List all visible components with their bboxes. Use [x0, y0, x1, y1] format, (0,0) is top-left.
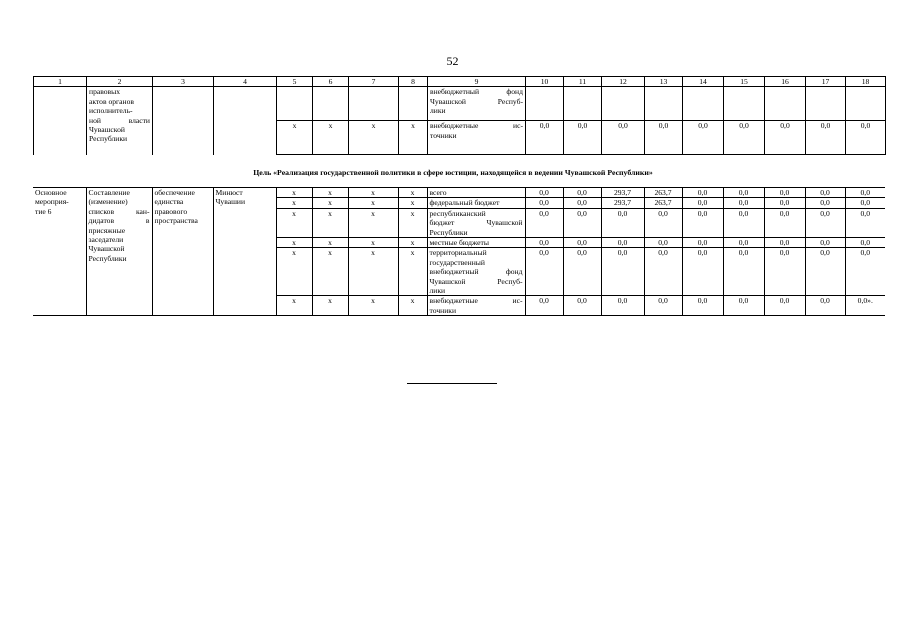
cell-text-line: пространства: [154, 216, 198, 226]
header-cell: 17: [806, 77, 846, 87]
header-cell: 10: [526, 77, 564, 87]
page-number: 52: [446, 54, 459, 68]
table-cell: 0,0: [682, 296, 723, 316]
table-cell: 0,0: [764, 208, 805, 237]
cell-text-line: Республики: [88, 253, 127, 263]
cell-text-line: внебюджетный фонд: [430, 87, 523, 97]
cell-text-line: присяжные: [88, 225, 126, 235]
table-cell: x: [398, 188, 427, 198]
empty-cell: [564, 87, 602, 121]
header-cell: 4: [214, 77, 277, 87]
table-cell: 0,0: [845, 188, 885, 198]
table-cell: x: [276, 198, 312, 208]
table-cell: x: [398, 238, 427, 248]
table-cell: 0,0: [563, 208, 601, 237]
funding-source-cell: [428, 121, 526, 155]
table-cell: 0,0: [644, 208, 682, 237]
table-cell: 0,0: [525, 238, 563, 248]
table-cell: 0,0: [526, 121, 564, 155]
empty-cell: [602, 87, 645, 121]
funding-source-cell: [427, 296, 525, 316]
cell-text-line: Чувашской: [89, 125, 125, 135]
cell-text-line: внебюджетные ис-: [430, 121, 523, 131]
cell-text-line: Чувашии: [215, 197, 246, 207]
table-cell: x: [312, 296, 348, 316]
cell-text-line: Чувашской Респуб-: [429, 276, 523, 286]
table-cell: x: [348, 188, 398, 198]
empty-cell: [846, 87, 886, 121]
cont-col1-cell: [34, 87, 87, 155]
table-cell: x: [349, 121, 399, 155]
cell-text-line: точники: [429, 305, 457, 315]
header-cell: 13: [645, 77, 683, 87]
table-cell: 0,0: [764, 198, 805, 208]
empty-cell: [399, 87, 428, 121]
funding-source-cell: [427, 208, 525, 237]
table-cell: 0,0: [845, 208, 885, 237]
table-cell: x: [348, 238, 398, 248]
cell-text-line: списков кан-: [88, 206, 150, 216]
empty-cell: [313, 87, 349, 121]
measure-executor-cell: [213, 188, 276, 316]
end-divider: [407, 383, 497, 384]
table-cell: 0,0: [602, 121, 645, 155]
table-cell: 0,0: [563, 238, 601, 248]
header-cell: 2: [87, 77, 153, 87]
cont-col2-cell: [87, 87, 153, 155]
table-cell: x: [277, 121, 313, 155]
table-cell: 0,0: [764, 238, 805, 248]
cell-text-line: Составление: [88, 188, 130, 197]
cell-text-line: тие 6: [35, 206, 52, 216]
cont-col3-cell: [153, 87, 214, 155]
cell-text-line: обеспечение: [154, 188, 195, 197]
table-cell: 0,0: [805, 296, 845, 316]
empty-cell: [683, 87, 724, 121]
empty-cell: [806, 87, 846, 121]
header-cell: 12: [602, 77, 645, 87]
budget-table-measure: [33, 187, 885, 316]
table-cell: 0,0: [765, 121, 806, 155]
table-cell: 0,0: [723, 198, 764, 208]
table-cell: 0,0: [525, 198, 563, 208]
table-cell: 0,0: [525, 248, 563, 296]
cell-text-line: актов органов: [89, 96, 134, 106]
funding-source-cell: местные бюджеты: [427, 238, 525, 248]
funding-source-cell: [428, 87, 526, 121]
table-cell: x: [312, 248, 348, 296]
goal-heading: Цель «Реализация государственной политики в сфере юстиции, находящейся в ведении Чувашской Республики»: [253, 168, 653, 177]
table-cell: 0,0: [846, 121, 886, 155]
table-cell: 263,7: [644, 188, 682, 198]
table-cell: 0,0: [682, 238, 723, 248]
cell-text-line: Чувашской: [88, 244, 125, 254]
table-cell: 0,0: [645, 121, 683, 155]
empty-cell: [645, 87, 683, 121]
table-cell: x: [398, 296, 427, 316]
table-cell: x: [348, 198, 398, 208]
cell-text-line: внебюджетный фонд: [429, 267, 523, 277]
table-cell: 0,0: [724, 121, 765, 155]
cell-text-line: внебюджетные ис-: [429, 296, 523, 306]
header-cell: 9: [428, 77, 526, 87]
table-cell: 0,0: [845, 238, 885, 248]
header-cell: 8: [399, 77, 428, 87]
table-cell: 0,0: [601, 238, 644, 248]
cell-text-line: Основное: [35, 188, 67, 197]
table-cell: x: [312, 208, 348, 237]
table-cell: 293,7: [601, 188, 644, 198]
table-cell: 0,0: [644, 248, 682, 296]
header-row: [34, 77, 886, 87]
cell-text-line: Республики: [89, 134, 128, 144]
funding-source-cell: федеральный бюджет: [427, 198, 525, 208]
header-cell: 3: [153, 77, 214, 87]
table-cell: x: [312, 238, 348, 248]
table-cell: 0,0: [525, 208, 563, 237]
empty-cell: [765, 87, 806, 121]
cell-text-line: правовых: [89, 87, 121, 97]
table-cell: x: [398, 248, 427, 296]
table-cell: x: [313, 121, 349, 155]
table-cell: 0,0: [563, 248, 601, 296]
empty-cell: [526, 87, 564, 121]
table-cell: 0,0: [764, 188, 805, 198]
table-cell: 0,0: [563, 296, 601, 316]
header-cell: 16: [765, 77, 806, 87]
header-cell: 7: [349, 77, 399, 87]
table-cell: 0,0: [805, 208, 845, 237]
table-cell: x: [348, 248, 398, 296]
empty-cell: [277, 87, 313, 121]
measure-task-cell: [152, 188, 213, 316]
table-cell: 0,0: [764, 296, 805, 316]
header-cell: 1: [34, 77, 87, 87]
measure-name-cell: [86, 188, 152, 316]
table-cell: x: [276, 296, 312, 316]
table-cell: 0,0: [683, 121, 724, 155]
table-cell: 0,0: [805, 198, 845, 208]
cont-col4-cell: [214, 87, 277, 155]
cell-text-line: точники: [430, 130, 457, 140]
header-cell: 6: [313, 77, 349, 87]
table-cell: 0,0: [601, 248, 644, 296]
measure-label-cell: [33, 188, 86, 316]
header-cell: 5: [277, 77, 313, 87]
table-cell: 0,0: [845, 198, 885, 208]
table-cell: 0,0: [723, 208, 764, 237]
table-cell: x: [276, 238, 312, 248]
cell-text-line: бюджет Чувашской: [429, 218, 523, 228]
empty-cell: [349, 87, 399, 121]
table-cell: 0,0: [601, 296, 644, 316]
table-cell: x: [399, 121, 428, 155]
cell-text-line: исполнитель-: [89, 106, 133, 116]
table-cell: 0,0: [525, 188, 563, 198]
table-cell: 0,0: [764, 248, 805, 296]
table-cell: 0,0: [845, 248, 885, 296]
table-cell: 0,0: [805, 248, 845, 296]
cell-text-line: дидатов в: [88, 216, 150, 226]
table-cell: 0,0: [644, 238, 682, 248]
table-cell: 0,0: [723, 248, 764, 296]
table-cell: 0,0: [806, 121, 846, 155]
table-cell: 0,0: [563, 198, 601, 208]
table-cell: 0,0: [525, 296, 563, 316]
table-cell: 0,0: [682, 188, 723, 198]
table-cell: 0,0: [564, 121, 602, 155]
cell-text-line: государственный: [429, 257, 485, 267]
cell-text-line: (изменение): [88, 197, 128, 207]
cell-text-line: территориальный: [429, 248, 487, 258]
table-cell: x: [276, 188, 312, 198]
table-cell: 0,0: [682, 198, 723, 208]
cell-text-line: ной власти: [89, 115, 150, 125]
table-cell: 0,0: [805, 188, 845, 198]
cell-text-line: лики: [430, 106, 446, 116]
table-cell: x: [398, 208, 427, 237]
empty-cell: [724, 87, 765, 121]
funding-source-cell: всего: [427, 188, 525, 198]
table-cell: 0,0: [682, 248, 723, 296]
table-cell: 0,0: [723, 296, 764, 316]
budget-table-continuation: [33, 76, 886, 155]
cell-text-line: республиканский: [429, 208, 486, 218]
table-cell: 0,0: [563, 188, 601, 198]
table-cell: 0,0: [723, 238, 764, 248]
table-cell: x: [348, 296, 398, 316]
cell-text-line: Республики: [429, 227, 468, 237]
cell-text-line: правового: [154, 206, 188, 216]
cell-text-line: Чувашской Респуб-: [430, 96, 523, 106]
cell-text-line: заседатели: [88, 235, 124, 245]
table-cell: x: [312, 188, 348, 198]
table-cell: 293,7: [601, 198, 644, 208]
table-cell: x: [348, 208, 398, 237]
table-row: [33, 188, 885, 198]
cell-text-line: мероприя-: [35, 197, 69, 207]
header-cell: 18: [846, 77, 886, 87]
table-cell: x: [312, 198, 348, 208]
cell-text-line: Минюст: [215, 188, 243, 197]
table-cell: 0,0: [601, 208, 644, 237]
cell-text-line: лики: [429, 286, 446, 296]
table-cell: x: [398, 198, 427, 208]
cell-text-line: единства: [154, 197, 184, 207]
header-cell: 14: [683, 77, 724, 87]
table-cell: 263,7: [644, 198, 682, 208]
header-cell: 15: [724, 77, 765, 87]
table-cell: 0,0: [644, 296, 682, 316]
header-cell: 11: [564, 77, 602, 87]
funding-source-cell: [427, 248, 525, 296]
table-cell: x: [276, 208, 312, 237]
table-cell: 0,0: [682, 208, 723, 237]
table-row: [34, 87, 886, 121]
table-cell: 0,0».: [845, 296, 885, 316]
table-cell: 0,0: [723, 188, 764, 198]
table-cell: 0,0: [805, 238, 845, 248]
table-cell: x: [276, 248, 312, 296]
